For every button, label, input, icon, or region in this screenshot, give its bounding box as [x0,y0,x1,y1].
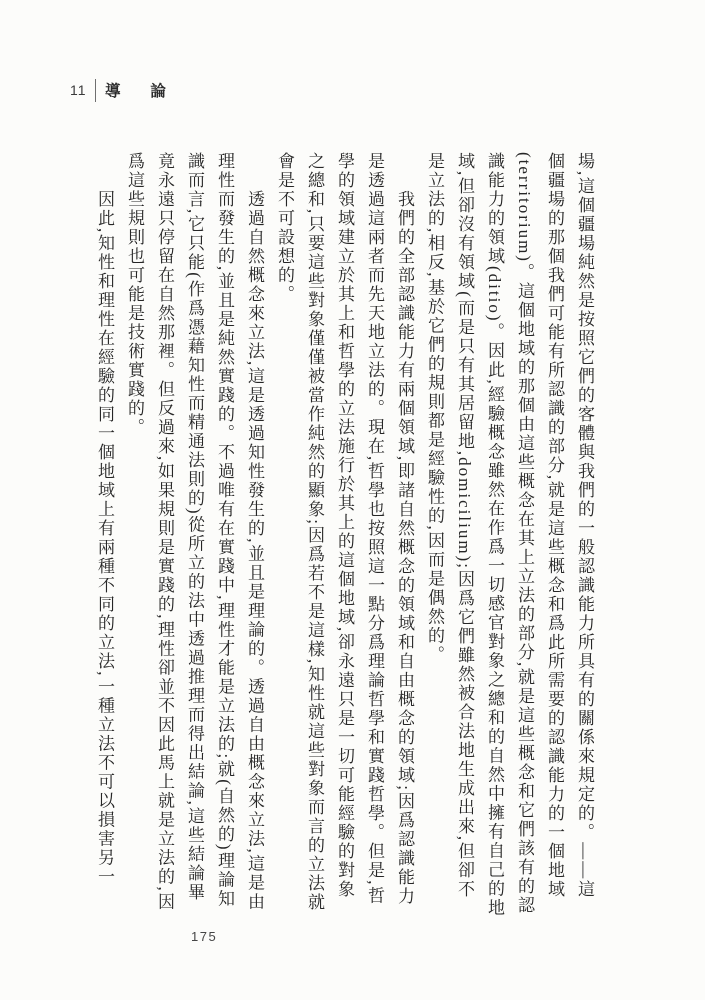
paragraph-3: 透過自然概念來立法,這是透過知性發生的,並且是理論的。透過自由概念來立法,這是由理性而發生的,並且是純然實踐的。不過唯有在實踐中,理性才能是立法的;就(自然的)理論知識而言,它只能(作爲憑藉知性而精通法則的)從所立的法中透過推理而得出結論,這些結論畢竟永遠只停留在自然那裡。但反過來,如果規則是實踐的,理性卻並不因此馬上就是立法的,因爲這些規則也可能是技術實踐的。 [125,152,264,912]
header-divider-rule [95,79,97,102]
header-section-title: 導 論 [105,83,179,100]
header-page-number: 11 [70,82,87,98]
page-header [70,78,179,102]
footer-page-number: 175 [191,929,218,944]
body-text-block [81,152,599,918]
paragraph-4: 因此,知性和理性在經驗的同一個地域上有兩種不同的立法,一種立法不可以損害另一 [95,190,114,887]
paragraph-2: 我們的全部認識能力有兩個領域,即諸自然概念的領域和自由概念的領域;因爲認識能力是透過這兩者而先天地立法的。現在,哲學也按照這一點分爲理論哲學和實踐哲學。但是,哲學的領域建立於其上和哲學的立法施行於其上的這個地域,卻永遠只是一切可能經驗的對象之總和,只要這些對象僅僅被當作純然的顯象;因爲若不是這樣,知性就這些對象而言的立法就會是不可設想的。 [275,152,414,913]
paragraph-1: 場,這個疆場純然是按照它們的客體與我們的一般認識能力所具有的關係來規定的。——這個疆場的那個我們可能有所認識的部分,就是這些概念和爲此所需要的認識能力的一個地域(territorium)。這個地域的那個由這些概念在其上立法的部分,就是這些概念和它們該有的認識能力的領域(ditio)。因此,經驗概念雖然在作爲一切感官對象之總和的自然中擁有自己的地域,但卻沒有領域(而是只有其居留地,domicilium);因爲它們雖然被合法地生成出來,但卻不是立法的,相反,基於它們的規則都是經驗性的,因而是偶然的。 [425,152,594,918]
